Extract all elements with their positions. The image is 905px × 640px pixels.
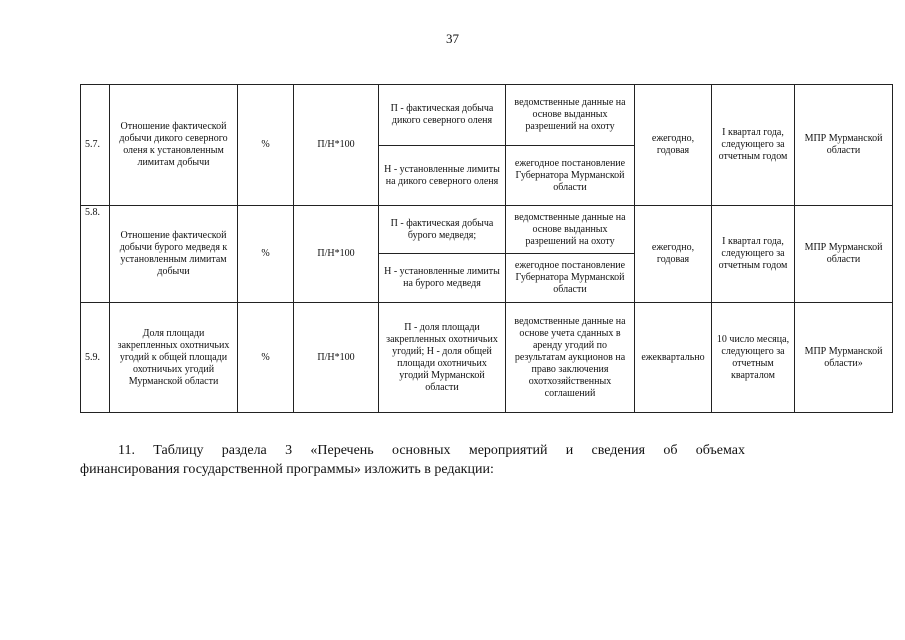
unit: % bbox=[238, 206, 294, 303]
component-text: Н - установленные лимиты на дикого северного оленя bbox=[379, 146, 506, 206]
periodicity: ежегодно, годовая bbox=[635, 85, 712, 206]
component-source: ведомственные данные на основе учета сданных в аренду угодий по результатам аукционов на право заключения охотхозяйственных соглашений bbox=[506, 303, 635, 413]
deadline: I квартал года, следующего за отчетным годом bbox=[712, 206, 795, 303]
indicators-table bbox=[80, 84, 893, 413]
responsible: МПР Мурманской области bbox=[795, 85, 893, 206]
component-source: ведомственные данные на основе выданных разрешений на охоту bbox=[506, 85, 635, 146]
component-source: ведомственные данные на основе выданных разрешений на охоту bbox=[506, 206, 635, 254]
component-source: ежегодное постановление Губернатора Мурманской области bbox=[506, 254, 635, 303]
component-source: ежегодное постановление Губернатора Мурманской области bbox=[506, 146, 635, 206]
row-number: 5.9. bbox=[81, 303, 110, 413]
indicator-name: Отношение фактической добычи бурого медведя к установленным лимитам добычи bbox=[110, 206, 238, 303]
component-text: П - фактическая добыча бурого медведя; bbox=[379, 206, 506, 254]
indicator-name: Отношение фактической добычи дикого северного оленя к установленным лимитам добычи bbox=[110, 85, 238, 206]
component-text: П - доля площади закрепленных охотничьих угодий; Н - доля общей площади охотничьих угодий Мурманской области bbox=[379, 303, 506, 413]
row-number: 5.7. bbox=[81, 85, 110, 206]
formula: П/Н*100 bbox=[294, 303, 379, 413]
paragraph-line-1: 11. Таблицу раздела 3 «Перечень основных мероприятий и сведения об объемах bbox=[118, 443, 745, 458]
deadline: 10 число месяца, следующего за отчетным кварталом bbox=[712, 303, 795, 413]
paragraph-line-2: финансирования государственной программы» изложить в редакции: bbox=[80, 462, 494, 477]
indicator-name: Доля площади закрепленных охотничьих угодий к общей площади охотничьих угодий Мурманской области bbox=[110, 303, 238, 413]
unit: % bbox=[238, 303, 294, 413]
component-text: П - фактическая добыча дикого северного оленя bbox=[379, 85, 506, 146]
table-row bbox=[81, 206, 893, 254]
responsible: МПР Мурманской области bbox=[795, 206, 893, 303]
table-row bbox=[81, 85, 893, 146]
formula: П/Н*100 bbox=[294, 206, 379, 303]
formula: П/Н*100 bbox=[294, 85, 379, 206]
table-row bbox=[81, 303, 893, 413]
periodicity: ежегодно, годовая bbox=[635, 206, 712, 303]
deadline: I квартал года, следующего за отчетным годом bbox=[712, 85, 795, 206]
responsible: МПР Мурманской области» bbox=[795, 303, 893, 413]
row-number: 5.8. bbox=[81, 206, 110, 303]
periodicity: ежеквартально bbox=[635, 303, 712, 413]
component-text: Н - установленные лимиты на бурого медведя bbox=[379, 254, 506, 303]
unit: % bbox=[238, 85, 294, 206]
page-number: 37 bbox=[446, 31, 459, 46]
